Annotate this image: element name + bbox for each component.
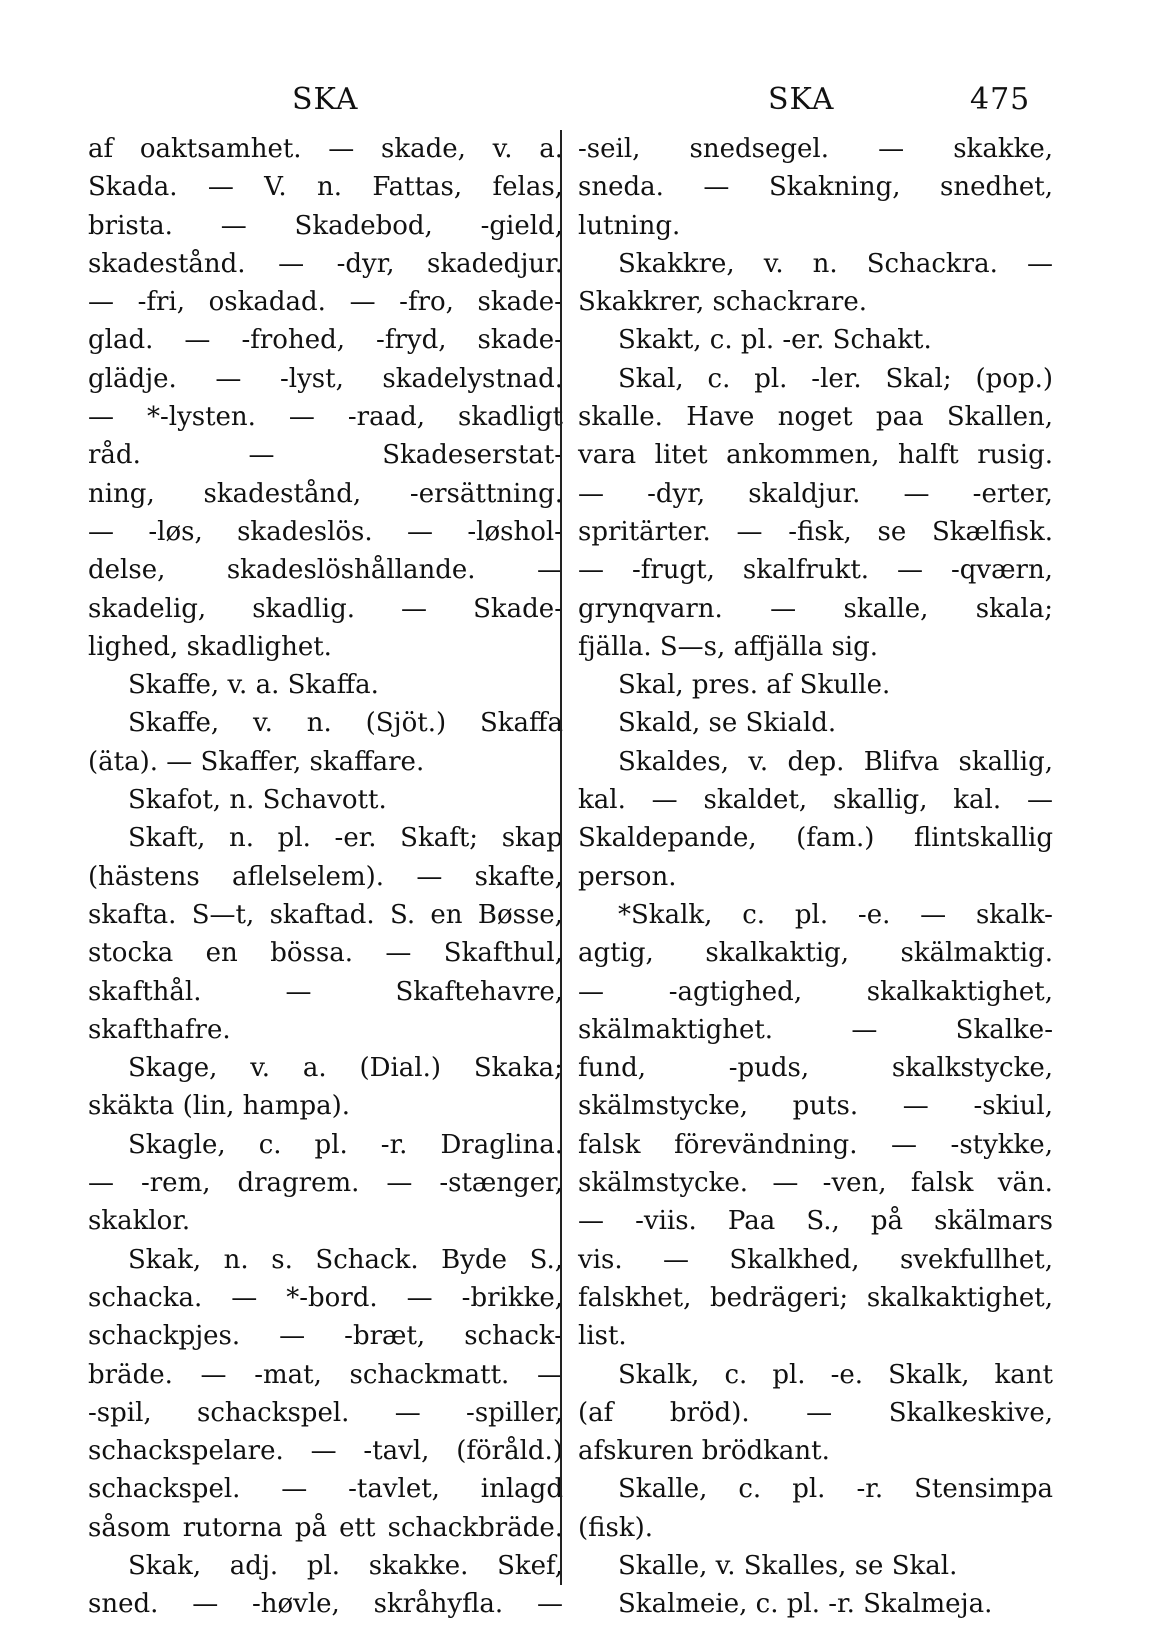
text-line: (af bröd). — Skalkeskive, bbox=[578, 1397, 1053, 1428]
text-line: vis. — Skalkhed, svekfullhet, bbox=[578, 1244, 1053, 1275]
text-line: schacka. — *-bord. — -brikke, bbox=[88, 1282, 563, 1313]
text-line: -seil, snedsegel. — skakke, bbox=[578, 134, 1053, 164]
text-line: Skaldepande, (fam.) flintskallig bbox=[578, 823, 1053, 854]
text-line: råd. — Skadeserstat- bbox=[88, 440, 563, 471]
left-column bbox=[88, 130, 563, 1624]
text-line: sneda. — Skakning, snedhet, bbox=[578, 172, 1053, 203]
text-line: schackspelare. — -tavl, (föråld.) bbox=[88, 1436, 563, 1467]
text-line: såsom rutorna på ett schackbräde. bbox=[88, 1512, 563, 1543]
guide-word-left: SKA bbox=[292, 82, 359, 117]
text-line: lutning. bbox=[578, 210, 681, 241]
text-line: Skaft, n. pl. -er. Skaft; skap bbox=[128, 823, 563, 854]
text-line: brista. — Skadebod, -gield, bbox=[88, 210, 563, 241]
text-line: — -agtighed, skalkaktighet, bbox=[578, 976, 1053, 1007]
text-line: glädje. — -lyst, skadelystnad. bbox=[88, 363, 563, 394]
text-line: -spil, schackspel. — -spiller, bbox=[88, 1397, 563, 1428]
text-line: agtig, skalkaktig, skälmaktig. bbox=[578, 938, 1053, 969]
text-line: schackspel. — -tavlet, inlagd bbox=[88, 1474, 563, 1505]
text-line: Skalle, c. pl. -r. Stensimpa bbox=[618, 1474, 1053, 1505]
text-line: fjälla. S—s, affjälla sig. bbox=[578, 631, 879, 662]
text-line: Skak, adj. pl. skakke. Skef, bbox=[128, 1550, 563, 1581]
text-line: (äta). — Skaffer, skaffare. bbox=[88, 746, 425, 777]
text-line: skalle. Have noget paa Skallen, bbox=[578, 402, 1053, 433]
text-line: fund, -puds, skalkstycke, bbox=[578, 1053, 1053, 1084]
guide-word-right: SKA bbox=[768, 82, 835, 117]
text-line: Skaffe, v. a. Skaffa. bbox=[128, 670, 379, 701]
text-line: Skakt, c. pl. -er. Schakt. bbox=[618, 325, 932, 356]
text-line: skäkta (lin, hampa). bbox=[88, 1091, 351, 1122]
text-line: glad. — -frohed, -fryd, skade- bbox=[88, 325, 563, 356]
text-line: skaklor. bbox=[88, 1206, 191, 1237]
text-line: delse, skadeslöshållande. — bbox=[88, 555, 563, 586]
text-line: lighed, skadlighet. bbox=[88, 631, 332, 662]
text-line: list. bbox=[578, 1321, 627, 1352]
text-line: skälmstycke. — -ven, falsk vän. bbox=[578, 1168, 1053, 1199]
text-line: skadestånd. — -dyr, skadedjur. bbox=[88, 248, 563, 279]
text-line: vara litet ankommen, halft rusig. bbox=[578, 440, 1053, 471]
text-line: bräde. — -mat, schackmatt. — bbox=[88, 1359, 563, 1390]
text-line: Skakkre, v. n. Schackra. — bbox=[618, 248, 1053, 279]
text-line: Skalk, c. pl. -e. Skalk, kant bbox=[618, 1359, 1053, 1390]
text-line: skafta. S—t, skaftad. S. en Bøsse, bbox=[88, 899, 563, 930]
text-line: Skal, c. pl. -ler. Skal; (pop.) bbox=[618, 363, 1053, 394]
text-line: falskhet, bedrägeri; skalkaktighet, bbox=[578, 1282, 1053, 1313]
text-line: — -løs, skadeslös. — -løshol- bbox=[88, 516, 563, 547]
right-column bbox=[578, 130, 1053, 1624]
page-number: 475 bbox=[970, 82, 1031, 117]
text-line: person. bbox=[578, 861, 677, 892]
text-line: *Skalk, c. pl. -e. — skalk- bbox=[618, 899, 1053, 930]
text-line: Skald, se Skiald. bbox=[618, 708, 837, 739]
text-line: — -viis. Paa S., på skälmars bbox=[578, 1206, 1053, 1237]
text-line: Skak, n. s. Schack. Byde S., bbox=[128, 1244, 563, 1275]
text-line: Skage, v. a. (Dial.) Skaka; bbox=[128, 1053, 563, 1084]
text-line: Skaffe, v. n. (Sjöt.) Skaffa bbox=[128, 708, 563, 739]
text-line: — *-lysten. — -raad, skadligt bbox=[88, 402, 563, 433]
text-line: Skada. — V. n. Fattas, felas, bbox=[88, 172, 563, 203]
text-line: grynqvarn. — skalle, skala; bbox=[578, 593, 1053, 624]
text-line: kal. — skaldet, skallig, kal. — bbox=[578, 785, 1053, 816]
text-line: — -fri, oskadad. — -fro, skade- bbox=[88, 287, 563, 318]
text-line: stocka en bössa. — Skafthul, bbox=[88, 938, 563, 969]
text-line: skadelig, skadlig. — Skade- bbox=[88, 593, 563, 624]
text-line: Skalmeie, c. pl. -r. Skalmeja. bbox=[618, 1589, 993, 1620]
text-line: Skafot, n. Schavott. bbox=[128, 785, 387, 816]
text-line: (fisk). bbox=[578, 1512, 653, 1543]
text-line: — -frugt, skalfrukt. — -qværn, bbox=[578, 555, 1053, 586]
text-line: Skalle, v. Skalles, se Skal. bbox=[618, 1550, 958, 1581]
text-line: skälmaktighet. — Skalke- bbox=[578, 1014, 1053, 1045]
text-line: Skagle, c. pl. -r. Draglina. bbox=[128, 1129, 563, 1160]
text-line: spritärter. — -fisk, se Skælfisk. bbox=[578, 516, 1053, 547]
text-line: afskuren brödkant. bbox=[578, 1436, 830, 1467]
text-line: Skakkrer, schackrare. bbox=[578, 287, 867, 318]
text-line: skafthål. — Skaftehavre, bbox=[88, 976, 563, 1007]
text-line: Skaldes, v. dep. Blifva skallig, bbox=[618, 746, 1053, 777]
text-line: — -dyr, skaldjur. — -erter, bbox=[578, 478, 1053, 509]
text-line: — -rem, dragrem. — -stænger, bbox=[88, 1168, 563, 1199]
text-line: sned. — -høvle, skråhyfla. — bbox=[88, 1589, 563, 1620]
text-line: falsk förevändning. — -stykke, bbox=[578, 1129, 1053, 1160]
text-line: af oaktsamhet. — skade, v. a. bbox=[88, 134, 563, 164]
text-line: ning, skadestånd, -ersättning. bbox=[88, 478, 563, 509]
column-divider bbox=[560, 130, 562, 1585]
text-line: skafthafre. bbox=[88, 1014, 231, 1045]
text-line: Skal, pres. af Skulle. bbox=[618, 670, 891, 701]
text-line: schackpjes. — -bræt, schack- bbox=[88, 1321, 563, 1352]
text-line: skälmstycke, puts. — -skiul, bbox=[578, 1091, 1053, 1122]
text-line: (hästens aflelselem). — skafte, bbox=[88, 861, 563, 892]
